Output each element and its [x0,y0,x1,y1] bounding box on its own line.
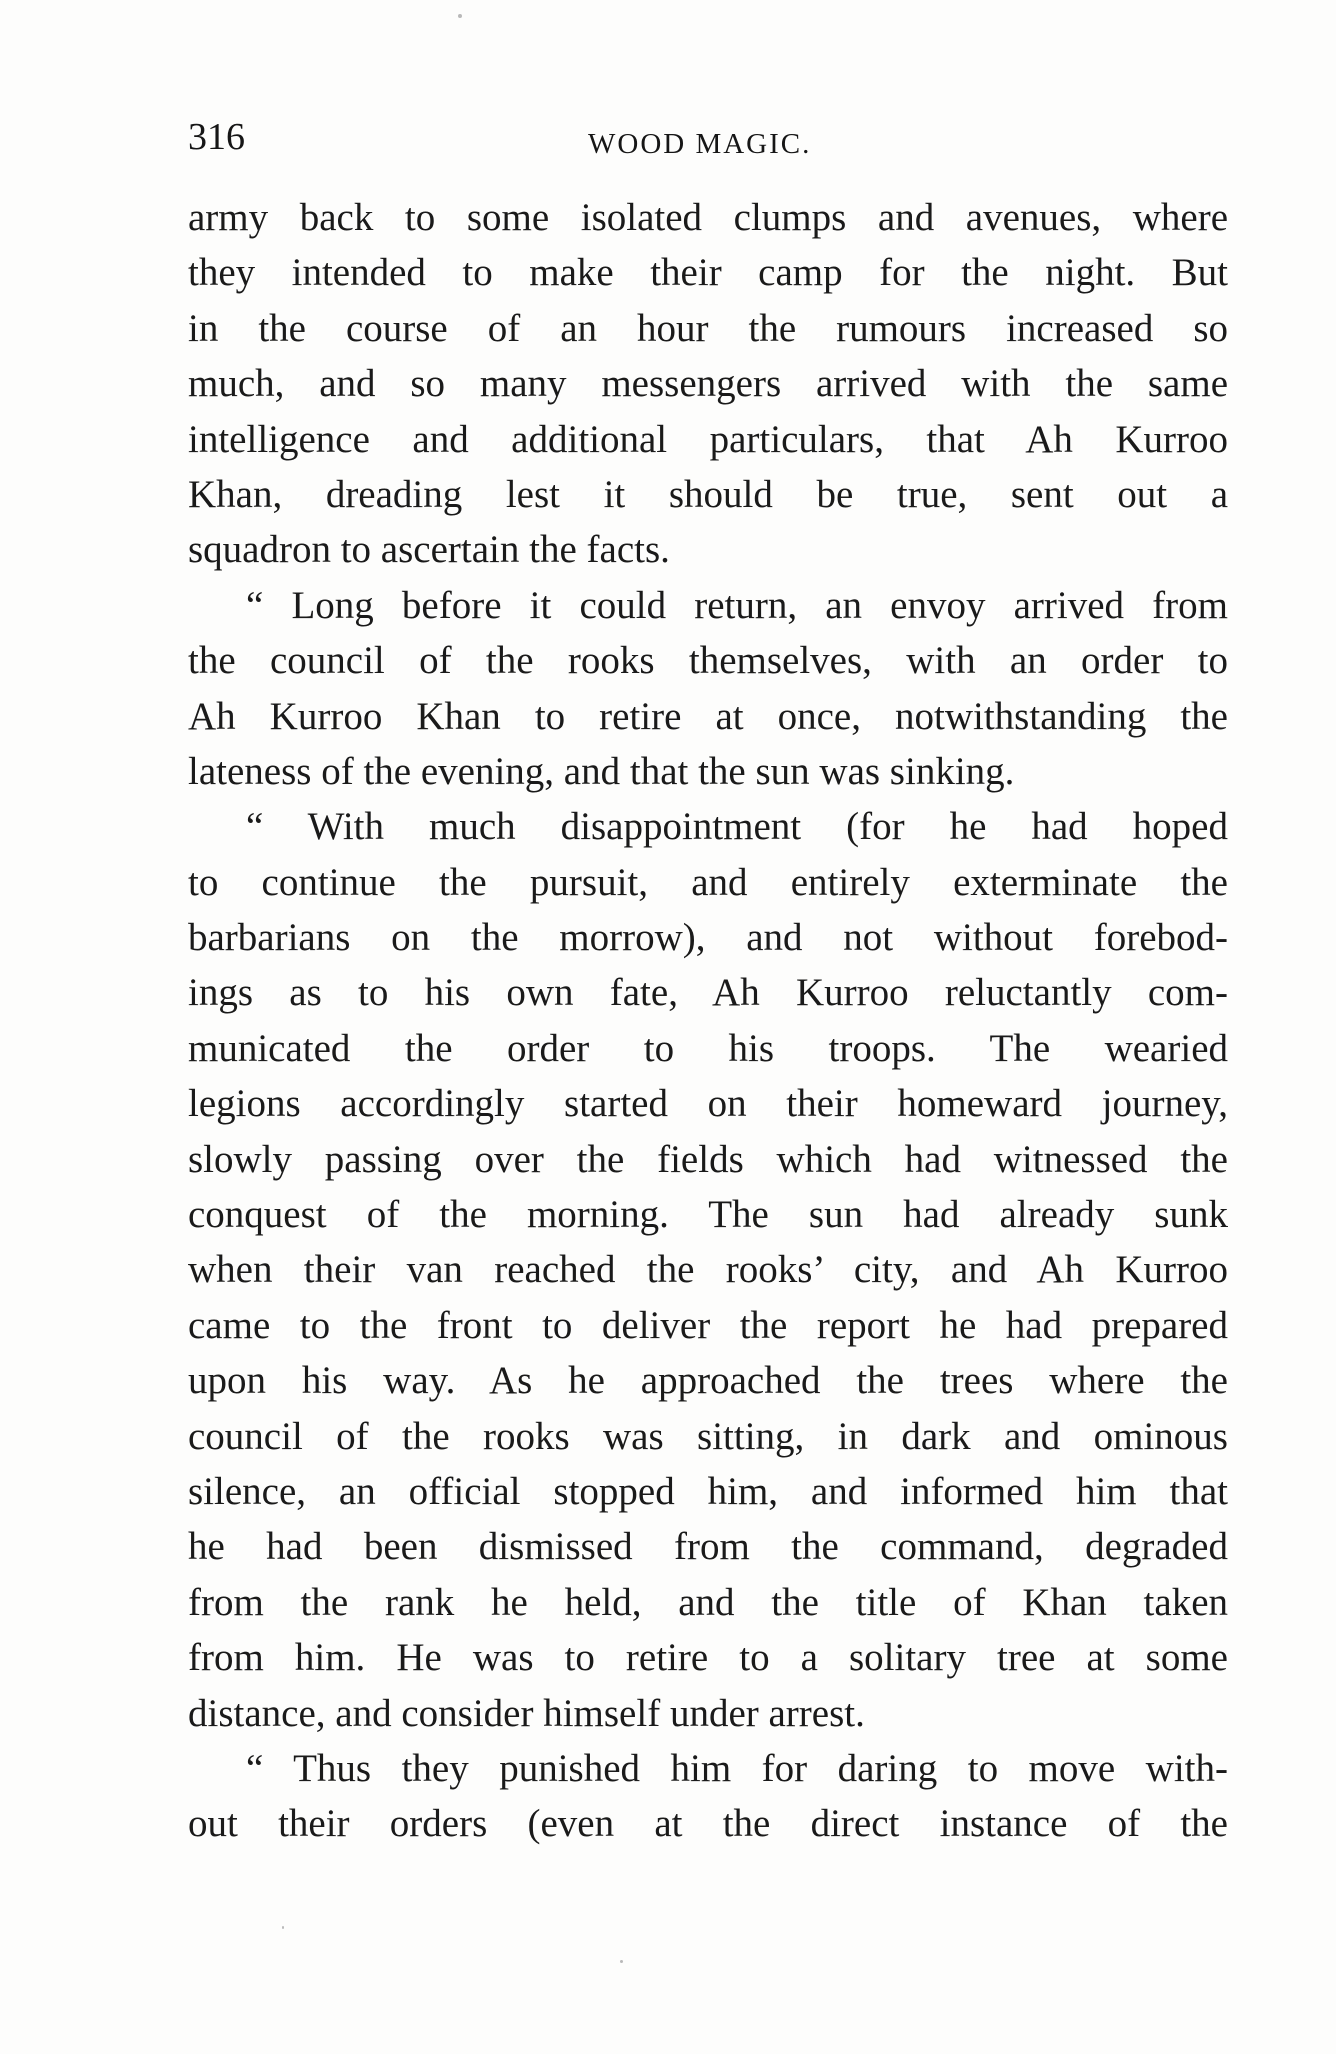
text-line: barbarians on the morrow), and not without forebod- [188,916,1228,960]
text-line: squadron to ascertain the facts. [188,528,670,572]
text-line: legions accordingly started on their homeward journey, [188,1082,1228,1126]
text-line: came to the front to deliver the report he had prepared [188,1303,1228,1347]
text-line: upon his way. As he approached the trees where the [188,1359,1228,1403]
running-title: WOOD MAGIC. [588,128,812,160]
text-line: he had been dismissed from the command, degraded [188,1525,1228,1569]
text-line: conquest of the morning. The sun had already sunk [188,1193,1228,1237]
text-line: distance, and consider himself under arrest. [188,1691,865,1735]
text-line: the council of the rooks themselves, with an order to [188,639,1228,683]
text-line: “ With much disappointment (for he had hoped [246,805,1228,849]
paper-speck [458,14,462,18]
text-line: Ah Kurroo Khan to retire at once, notwithstanding the [188,694,1228,738]
body-text [188,190,1228,1852]
text-line: ings as to his own fate, Ah Kurroo reluctantly com- [188,971,1228,1015]
text-line: when their van reached the rooks’ city, and Ah Kurroo [188,1248,1228,1292]
text-line: out their orders (even at the direct instance of the [188,1802,1228,1846]
text-line: slowly passing over the fields which had witnessed the [188,1137,1228,1181]
text-line: they intended to make their camp for the night. But [188,251,1228,295]
text-line: intelligence and additional particulars, that Ah Kurroo [188,417,1228,461]
text-line: “ Long before it could return, an envoy arrived from [246,583,1228,627]
text-line: from him. He was to retire to a solitary tree at some [188,1636,1228,1680]
text-line: “ Thus they punished him for daring to move with- [246,1746,1228,1790]
running-head [188,112,1228,172]
paper-speck [282,1926,284,1929]
text-line: army back to some isolated clumps and avenues, where [188,196,1228,239]
text-line: municated the order to his troops. The wearied [188,1026,1228,1070]
text-line: silence, an official stopped him, and informed him that [188,1469,1228,1513]
text-line: lateness of the evening, and that the sun was sinking. [188,749,1015,793]
text-line: to continue the pursuit, and entirely exterminate the [188,860,1228,904]
text-line: Khan, dreading lest it should be true, sent out a [188,472,1228,516]
text-line: much, and so many messengers arrived with the same [188,362,1228,406]
text-line: in the course of an hour the rumours increased so [188,306,1228,350]
text-line: from the rank he held, and the title of Khan taken [188,1580,1228,1624]
page-number: 316 [188,116,245,158]
paper-speck [620,1960,623,1963]
text-line: council of the rooks was sitting, in dark and ominous [188,1414,1228,1458]
